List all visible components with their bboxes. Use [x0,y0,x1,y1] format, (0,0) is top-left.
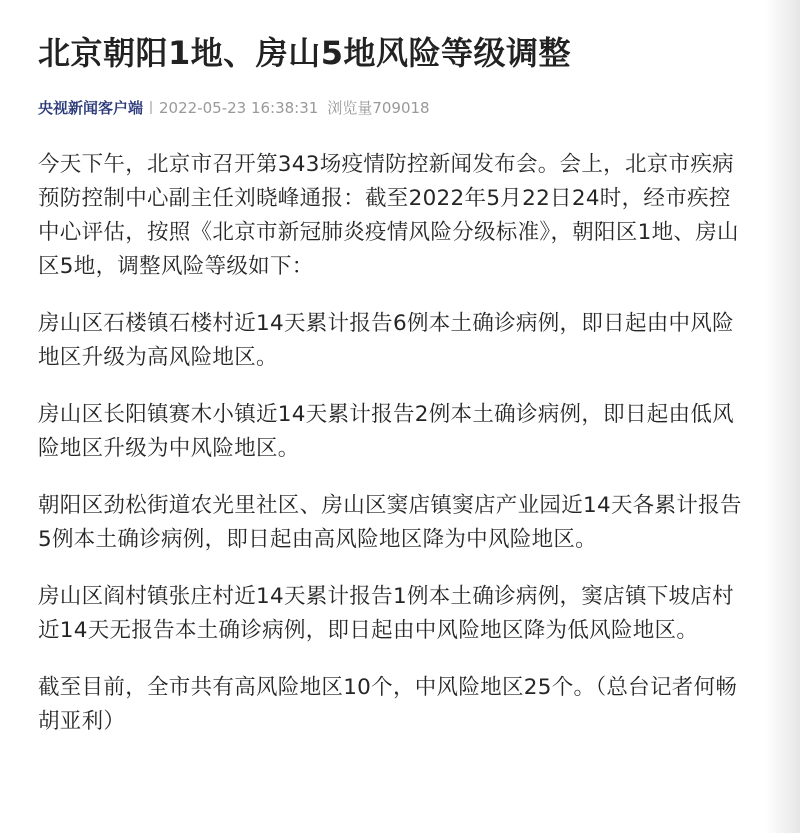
paragraph-jinsong-doudian: 朝阳区劲松街道农光里社区、房山区窦店镇窦店产业园近14天各累计报告5例本土确诊病例，即日起由高风险地区降为中风险地区。 [38,493,742,552]
meta-divider [150,101,152,114]
article-title: 北京朝阳1地、房山5地风险等级调整 [38,34,572,72]
view-count: 浏览量709018 [327,99,430,117]
paragraph-shilou: 房山区石楼镇石楼村近14天累计报告6例本土确诊病例，即日起由中风险地区升级为高风险地区。 [38,311,734,370]
paragraph-intro: 今天下午，北京市召开第343场疫情防控新闻发布会。会上，北京市疾病预防控制中心副主任刘晓峰通报：截至2022年5月22日24时，经市疾控中心评估，按照《北京市新冠肺炎疫情风险分级标准》，朝阳区1地、房山区5地，调整风险等级如下： [38,152,739,279]
paragraph-changyang: 房山区长阳镇赛木小镇近14天累计报告2例本土确诊病例，即日起由低风险地区升级为中风险地区。 [38,402,734,461]
paragraph-yancun: 房山区阎村镇张庄村近14天累计报告1例本土确诊病例，窦店镇下坡店村近14天无报告本土确诊病例，即日起由中风险地区降为低风险地区。 [38,584,734,643]
article-body [38,148,742,762]
article-meta [38,97,430,118]
page-edge-shadow [766,0,800,833]
source-link[interactable]: 央视新闻客户端 [38,99,144,117]
paragraph-summary: 截至目前，全市共有高风险地区10个，中风险地区25个。（总台记者何畅 胡亚利） [38,675,738,734]
publish-timestamp: 2022-05-23 16:38:31 [159,99,319,117]
